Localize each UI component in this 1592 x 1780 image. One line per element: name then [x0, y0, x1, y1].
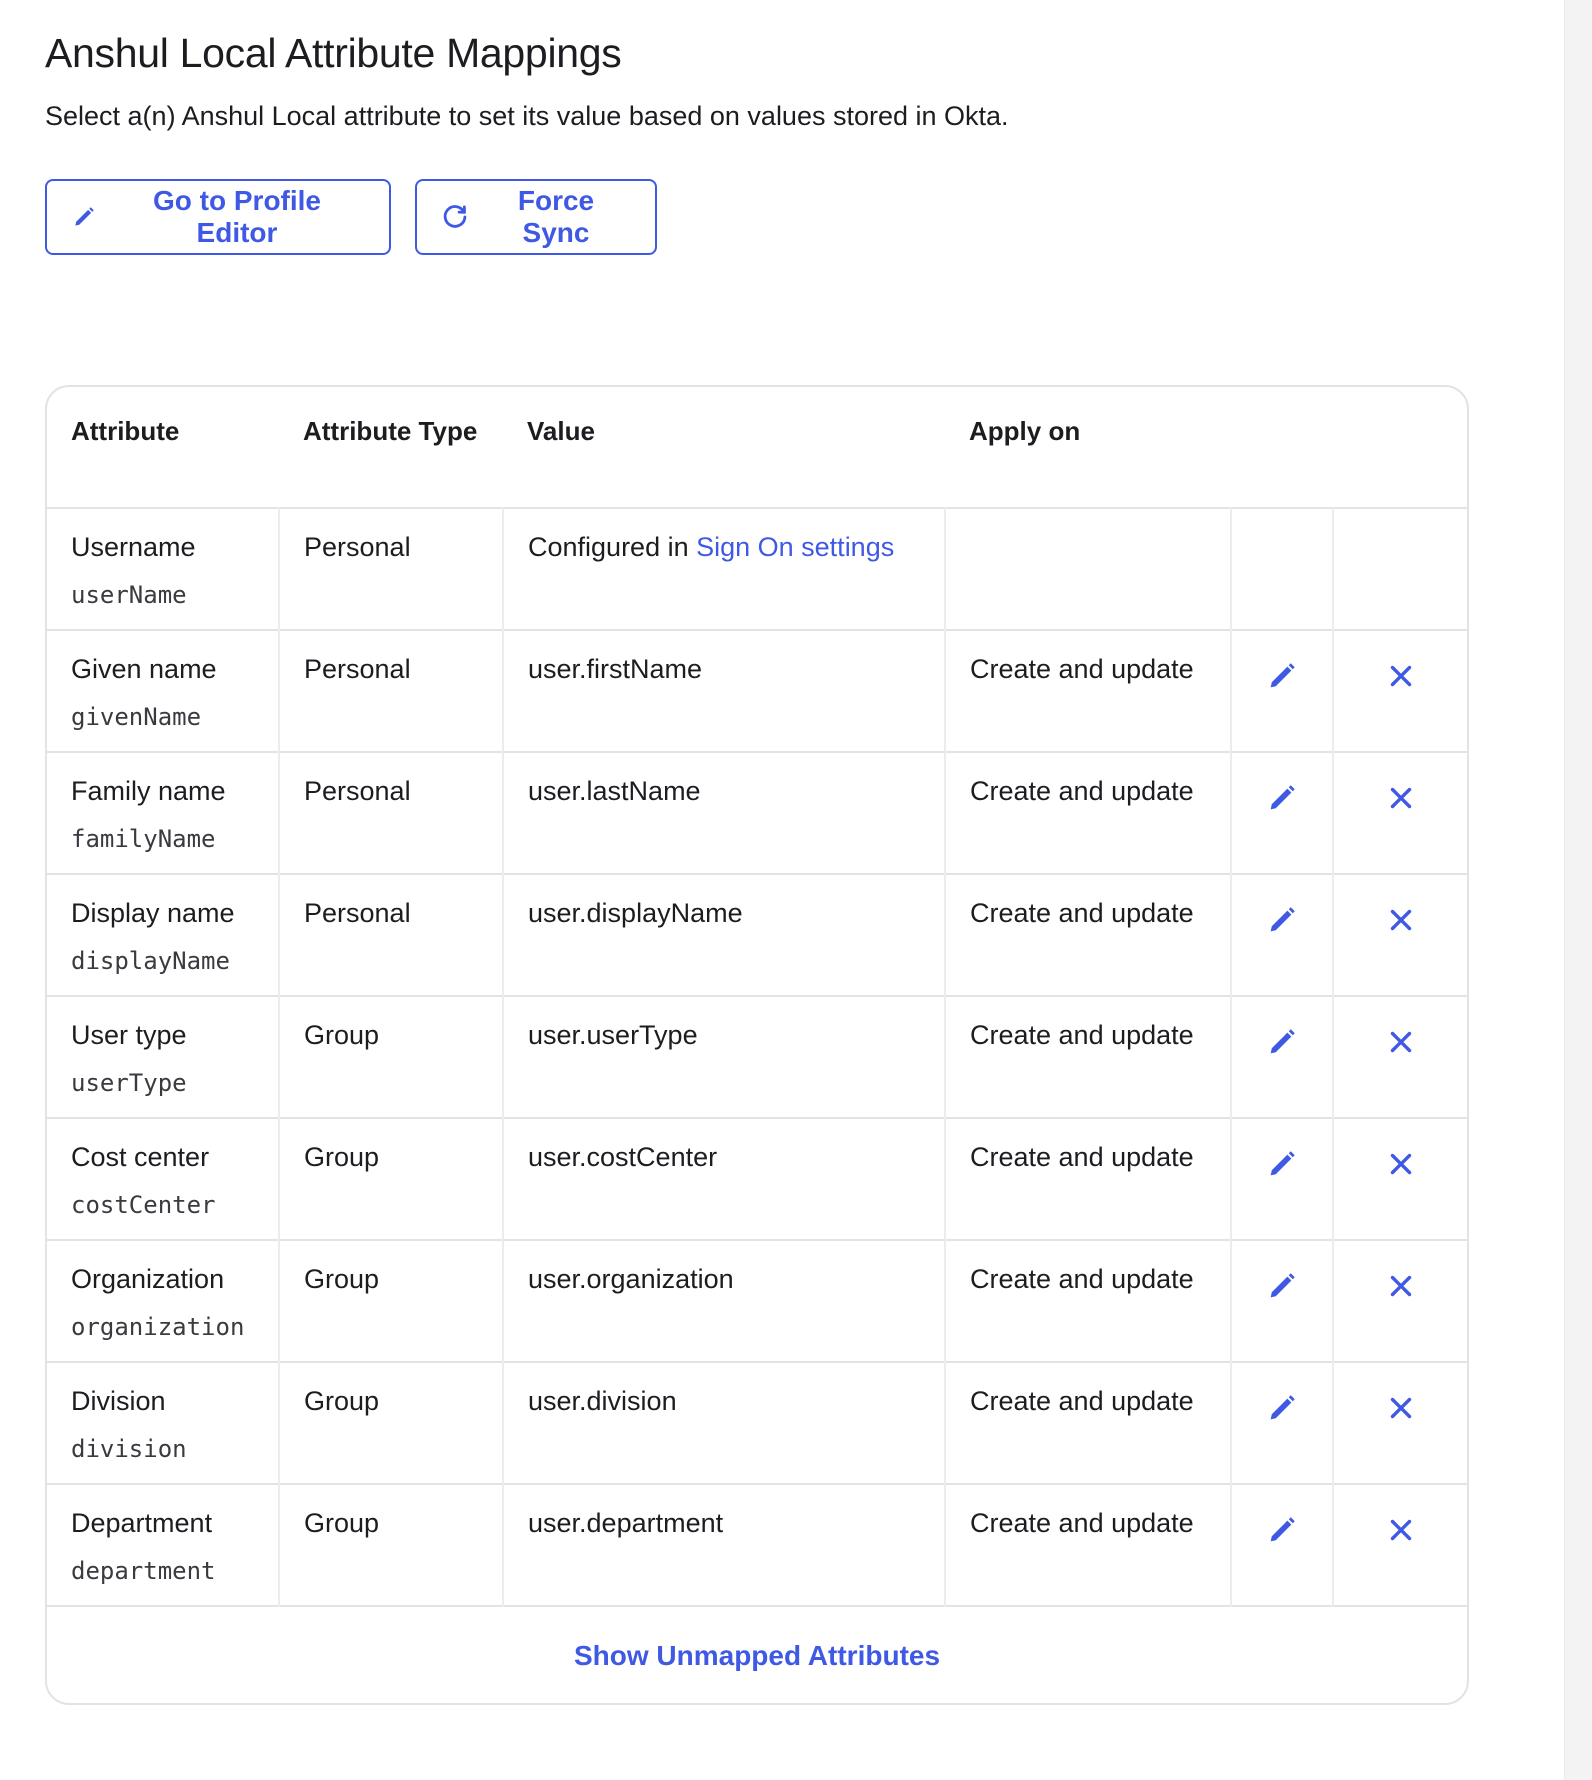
apply-on-cell: Create and update — [945, 1362, 1231, 1484]
table-row — [47, 1118, 1467, 1240]
delete-cell — [1333, 630, 1467, 752]
value-prefix: Configured in — [528, 532, 697, 562]
attribute-cell — [47, 1484, 279, 1606]
attribute-cell — [47, 1362, 279, 1484]
delete-cell — [1333, 1240, 1467, 1362]
table-row — [47, 508, 1467, 630]
attribute-type-cell: Group — [279, 1240, 503, 1362]
page-description: Select a(n) Anshul Local attribute to set its value based on values stored in Okta. — [45, 101, 1009, 131]
delete-cell — [1333, 1118, 1467, 1240]
attribute-label: Department — [71, 1508, 213, 1538]
close-icon[interactable] — [1384, 1147, 1418, 1181]
attribute-label: Organization — [71, 1264, 225, 1294]
edit-cell — [1231, 630, 1333, 752]
pencil-icon[interactable] — [1265, 659, 1299, 693]
attribute-label: Given name — [71, 654, 217, 684]
attribute-cell — [47, 996, 279, 1118]
column-header-apply-on: Apply on — [969, 416, 1081, 446]
close-icon[interactable] — [1384, 659, 1418, 693]
apply-on-cell: Create and update — [945, 1118, 1231, 1240]
apply-on-cell: Create and update — [945, 874, 1231, 996]
attribute-key: userType — [71, 1069, 187, 1097]
attribute-key: division — [71, 1435, 187, 1463]
table-row — [47, 1240, 1467, 1362]
show-unmapped-attributes-link[interactable]: Show Unmapped Attributes — [573, 1640, 941, 1671]
attribute-label: User type — [71, 1020, 187, 1050]
attribute-type-cell: Group — [279, 1118, 503, 1240]
value-cell: user.userType — [503, 996, 945, 1118]
value-cell: user.lastName — [503, 752, 945, 874]
attribute-key: familyName — [71, 825, 216, 853]
attribute-type-cell: Group — [279, 996, 503, 1118]
apply-on-cell: Create and update — [945, 1484, 1231, 1606]
force-sync-label: Force Sync — [517, 185, 595, 248]
delete-cell — [1333, 1484, 1467, 1606]
attribute-key: userName — [71, 581, 187, 609]
pencil-icon[interactable] — [1265, 1147, 1299, 1181]
edit-cell — [1231, 1240, 1333, 1362]
attribute-label: Family name — [71, 776, 226, 806]
column-header-attribute: Attribute — [71, 416, 180, 446]
delete-cell — [1333, 508, 1467, 630]
column-header-attribute-type: Attribute Type — [303, 416, 478, 446]
attribute-mappings-card — [45, 385, 1469, 1705]
close-icon[interactable] — [1384, 1269, 1418, 1303]
table-footer — [47, 1607, 1467, 1705]
attribute-cell — [47, 1240, 279, 1362]
pencil-icon — [71, 204, 97, 230]
apply-on-cell: Create and update — [945, 1240, 1231, 1362]
attribute-key: costCenter — [71, 1191, 216, 1219]
value-cell — [503, 508, 945, 630]
attribute-type-cell: Personal — [279, 752, 503, 874]
attribute-mappings-table — [47, 387, 1467, 1607]
column-header-value: Value — [527, 416, 595, 446]
column-header-edit — [1231, 387, 1333, 508]
value-cell: user.department — [503, 1484, 945, 1606]
pencil-icon[interactable] — [1265, 1025, 1299, 1059]
delete-cell — [1333, 996, 1467, 1118]
pencil-icon[interactable] — [1265, 1513, 1299, 1547]
table-row — [47, 1484, 1467, 1606]
pencil-icon[interactable] — [1265, 1269, 1299, 1303]
value-cell: user.firstName — [503, 630, 945, 752]
apply-on-cell — [945, 508, 1231, 630]
edit-cell — [1231, 1118, 1333, 1240]
close-icon[interactable] — [1384, 903, 1418, 937]
delete-cell — [1333, 1362, 1467, 1484]
close-icon[interactable] — [1384, 1025, 1418, 1059]
column-header-delete — [1333, 387, 1467, 508]
close-icon[interactable] — [1384, 1513, 1418, 1547]
table-header-row — [47, 387, 1467, 508]
pencil-icon[interactable] — [1265, 903, 1299, 937]
edit-cell — [1231, 1484, 1333, 1606]
edit-cell — [1231, 508, 1333, 630]
edit-cell — [1231, 874, 1333, 996]
table-row — [47, 630, 1467, 752]
delete-cell — [1333, 752, 1467, 874]
attribute-type-cell: Personal — [279, 630, 503, 752]
value-cell: user.organization — [503, 1240, 945, 1362]
edit-cell — [1231, 752, 1333, 874]
apply-on-cell: Create and update — [945, 630, 1231, 752]
attribute-key: displayName — [71, 947, 230, 975]
attribute-key: organization — [71, 1313, 245, 1341]
page-title: Anshul Local Attribute Mappings — [45, 30, 622, 76]
value-cell: user.division — [503, 1362, 945, 1484]
attribute-type-cell: Group — [279, 1362, 503, 1484]
attribute-cell — [47, 1118, 279, 1240]
attribute-label: Username — [71, 532, 196, 562]
refresh-icon — [441, 203, 469, 231]
edit-cell — [1231, 996, 1333, 1118]
attribute-type-cell: Personal — [279, 874, 503, 996]
table-row — [47, 874, 1467, 996]
edit-cell — [1231, 1362, 1333, 1484]
apply-on-cell: Create and update — [945, 752, 1231, 874]
attribute-label: Display name — [71, 898, 235, 928]
apply-on-cell: Create and update — [945, 996, 1231, 1118]
attribute-label: Cost center — [71, 1142, 210, 1172]
attribute-key: givenName — [71, 703, 202, 731]
attribute-cell — [47, 874, 279, 996]
attribute-cell — [47, 752, 279, 874]
table-row — [47, 1362, 1467, 1484]
force-sync-button[interactable] — [415, 179, 657, 255]
value-cell: user.displayName — [503, 874, 945, 996]
scrollbar-track[interactable] — [1564, 0, 1592, 1780]
attribute-label: Division — [71, 1386, 166, 1416]
attribute-cell — [47, 630, 279, 752]
table-row — [47, 996, 1467, 1118]
table-row — [47, 752, 1467, 874]
value-cell: user.costCenter — [503, 1118, 945, 1240]
close-icon[interactable] — [1384, 1391, 1418, 1425]
delete-cell — [1333, 874, 1467, 996]
pencil-icon[interactable] — [1265, 1391, 1299, 1425]
profile-editor-label: Go to Profile Editor — [153, 185, 321, 248]
attribute-key: department — [71, 1557, 216, 1585]
attribute-type-cell: Personal — [279, 508, 503, 630]
attribute-cell — [47, 508, 279, 630]
close-icon[interactable] — [1384, 781, 1418, 815]
attribute-type-cell: Group — [279, 1484, 503, 1606]
go-to-profile-editor-button[interactable] — [45, 179, 391, 255]
sign-on-settings-link[interactable]: Sign On settings — [696, 532, 895, 562]
pencil-icon[interactable] — [1265, 781, 1299, 815]
